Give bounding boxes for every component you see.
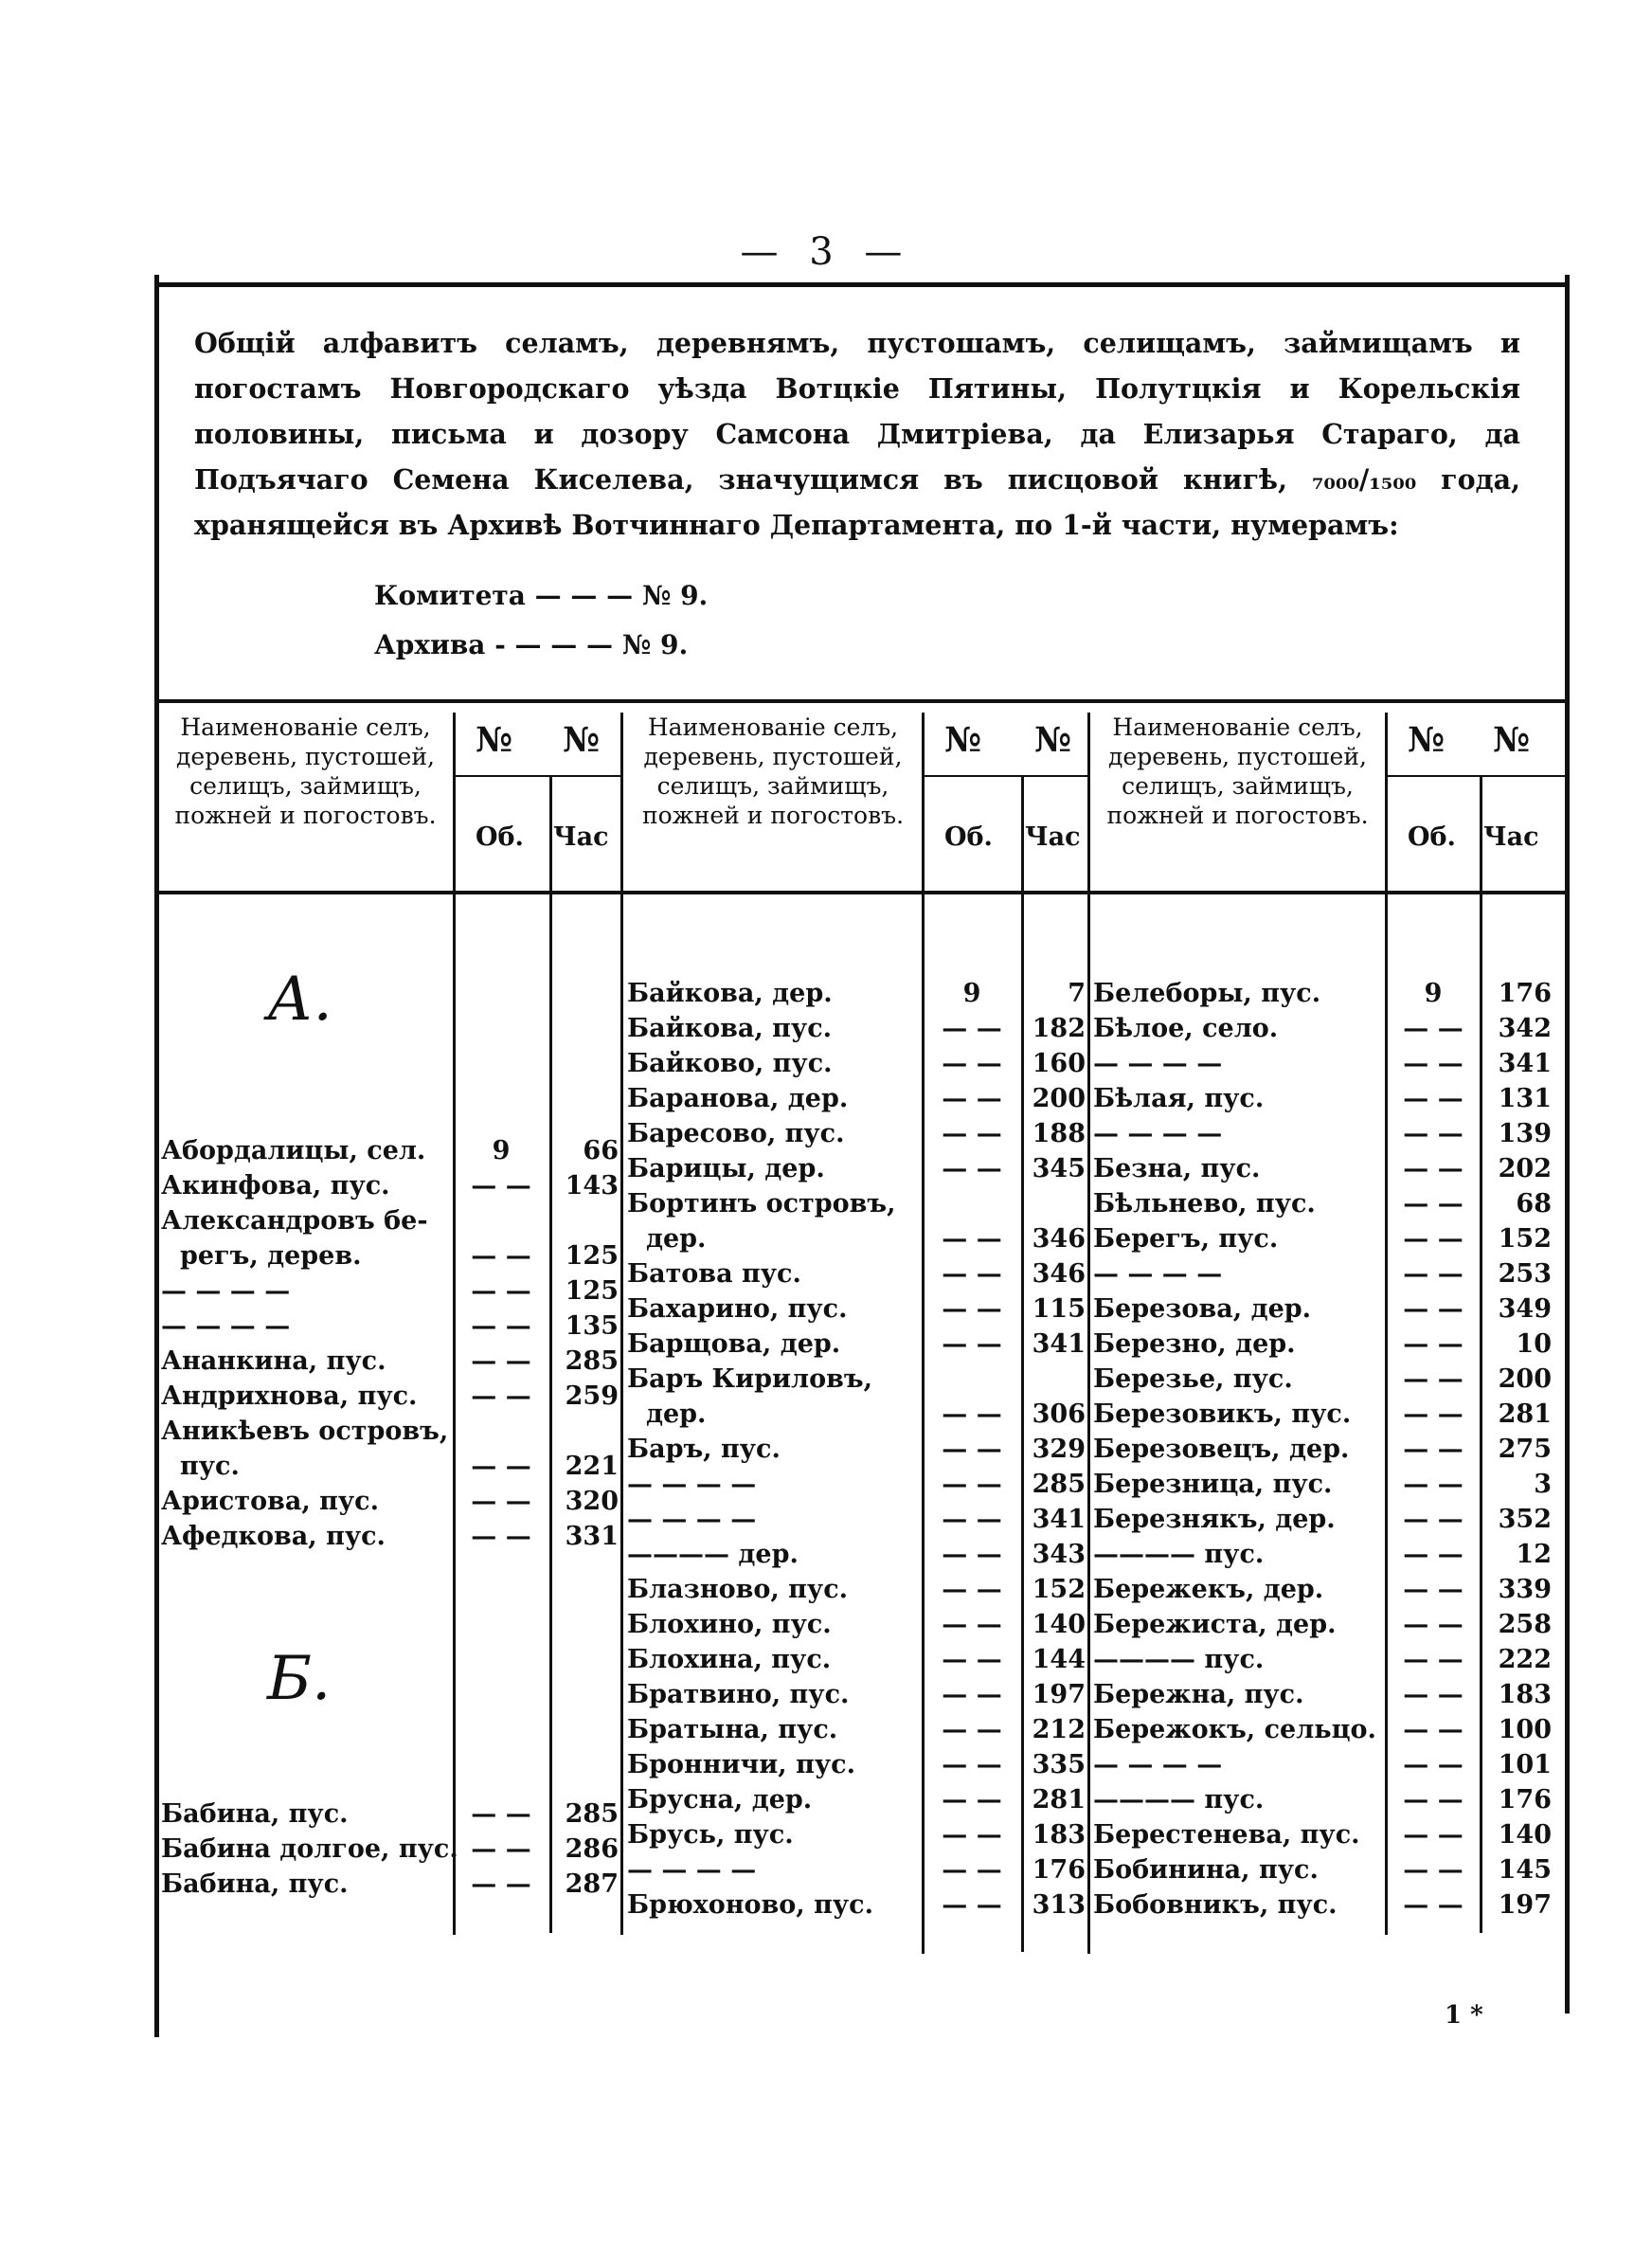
col3-row-num: 275: [1498, 1435, 1552, 1464]
col2-row-ob: — —: [942, 1575, 1002, 1604]
col3-row-num: 101: [1498, 1750, 1552, 1779]
col-divider-ob-2: [1021, 777, 1024, 1952]
col2-row-ob: — —: [942, 1470, 1002, 1499]
col2-row-num: 281: [1032, 1785, 1086, 1815]
col2-row-name: Баръ, пус.: [627, 1435, 781, 1464]
col3-row-name: Белеборы, пус.: [1093, 979, 1321, 1008]
col2-row-ob: — —: [942, 1435, 1002, 1464]
col3-row-num: 145: [1498, 1855, 1552, 1885]
col3-row-num: 152: [1498, 1224, 1552, 1254]
col2-row-name: Бортинъ островъ,: [627, 1189, 896, 1219]
col1b-row-ob: — —: [471, 1834, 531, 1864]
col3-row-name: Березье, пус.: [1093, 1364, 1293, 1394]
col3-row-name: Березнякъ, дер.: [1093, 1505, 1336, 1534]
col2-row-num: 335: [1032, 1750, 1086, 1779]
col1-row-ob: — —: [471, 1311, 531, 1341]
col3-row-num: 100: [1498, 1715, 1552, 1744]
col2-row-name: Батова пус.: [627, 1259, 801, 1289]
col3-row-num: 349: [1498, 1294, 1552, 1324]
header-chas-col1: Час: [553, 822, 609, 852]
col2-row-num: 182: [1032, 1014, 1086, 1043]
col3-row-name: Бобинина, пус.: [1093, 1855, 1319, 1885]
intro-paragraph: Общій алфавитъ селамъ, деревнямъ, пустошамъ, селищамъ, займищамъ и погостамъ Новгородскаго уѣзда Вотцкіе Пятины, Полутцкія и Корельскія половины, письма и дозору Самсона Дмитріева, да Елизарья Стараго, да Подъячаго Семена Киселева, значущимся въ писцовой книгѣ, ₇₀₀₀/₁₅₀₀ года, хранящейся въ Архивѣ Вотчиннаго Департамента, по 1-й части, нумерамъ:: [194, 327, 1520, 541]
col2-row-ob: — —: [942, 1820, 1002, 1850]
col2-row-num: 140: [1032, 1610, 1086, 1639]
col2-row-name: Бронничи, пус.: [627, 1750, 855, 1779]
col3-row-name: Бѣлое, село.: [1093, 1014, 1279, 1043]
col2-row-name: Барщова, дер.: [627, 1329, 841, 1359]
col1-row-name: Ананкина, пус.: [161, 1346, 386, 1376]
col1-row-ob: — —: [471, 1381, 531, 1411]
col2-row-name: Блохино, пус.: [627, 1610, 832, 1639]
letter-b: Б.: [267, 1644, 332, 1714]
col2-row-name: Братына, пус.: [627, 1715, 838, 1744]
col2-row-name: — — — —: [627, 1505, 757, 1534]
col2-row-name: Брюхоново, пус.: [627, 1890, 873, 1920]
col3-row-ob: — —: [1403, 1715, 1463, 1744]
header-name-col1: Наименованіе селъ, деревень, пустошей, селищъ, займищъ, пожней и погостовъ.: [174, 713, 437, 829]
col3-row-num: 352: [1498, 1505, 1552, 1534]
col1-row-name: пус.: [180, 1452, 240, 1481]
archive-ref: Архива - — — — № 9.: [374, 629, 689, 660]
col2-row-num: 313: [1032, 1890, 1086, 1920]
col1-row-ob: — —: [471, 1171, 531, 1201]
col2-row-name: ———— дер.: [627, 1540, 799, 1569]
col1-row-num: 135: [565, 1311, 619, 1341]
header-split-2: [922, 775, 1087, 777]
header-no-chas-col1: №: [563, 720, 601, 760]
col3-row-ob: — —: [1403, 1505, 1463, 1534]
col2-row-num: 341: [1032, 1505, 1086, 1534]
col2-row-name: дер.: [646, 1224, 707, 1254]
col3-row-ob: — —: [1403, 1399, 1463, 1429]
col2-row-num: 212: [1032, 1715, 1086, 1744]
col3-row-ob: — —: [1403, 1049, 1463, 1078]
col1b-row-name: Бабина, пус.: [161, 1869, 349, 1899]
col2-row-num: 144: [1032, 1645, 1086, 1674]
col2-row-ob: — —: [942, 1224, 1002, 1254]
col3-row-num: 12: [1516, 1540, 1552, 1569]
col3-row-name: Березно, дер.: [1093, 1329, 1296, 1359]
col3-row-name: Березовикъ, пус.: [1093, 1399, 1352, 1429]
col3-row-name: ———— пус.: [1093, 1645, 1265, 1674]
col2-row-ob: — —: [942, 1540, 1002, 1569]
col3-row-num: 176: [1498, 1785, 1552, 1815]
top-rule: [154, 282, 1570, 287]
col2-row-ob: — —: [942, 1084, 1002, 1113]
col2-row-ob: — —: [942, 1399, 1002, 1429]
col3-row-name: Берестенева, пус.: [1093, 1820, 1360, 1850]
col2-row-ob: — —: [942, 1259, 1002, 1289]
col1b-row-num: 287: [565, 1869, 619, 1899]
header-chas-col3: Час: [1483, 822, 1539, 852]
col1-row-name: Александровъ бе-: [161, 1206, 428, 1236]
col2-row-ob: — —: [942, 1680, 1002, 1709]
col2-row-ob: — —: [942, 1505, 1002, 1534]
col1-row-ob: — —: [471, 1276, 531, 1306]
col3-row-name: ———— пус.: [1093, 1540, 1265, 1569]
header-split-1: [453, 775, 620, 777]
col2-row-ob: — —: [942, 1785, 1002, 1815]
col1-row-ob: — —: [471, 1346, 531, 1376]
middle-rule: [154, 699, 1570, 703]
col2-row-num: 285: [1032, 1470, 1086, 1499]
col3-row-name: Березовецъ, дер.: [1093, 1435, 1350, 1464]
col1b-row-ob: — —: [471, 1799, 531, 1829]
col3-row-name: ———— пус.: [1093, 1785, 1265, 1815]
header-no-chas-col2: №: [1034, 720, 1072, 760]
col2-row-name: Блазново, пус.: [627, 1575, 849, 1604]
col1b-row-num: 286: [565, 1834, 619, 1864]
col2-row-name: Байково, пус.: [627, 1049, 833, 1078]
col3-row-name: — — — —: [1093, 1049, 1223, 1078]
col2-row-num: 115: [1032, 1294, 1086, 1324]
frame-right: [1565, 275, 1570, 2013]
col3-row-num: 3: [1534, 1470, 1552, 1499]
signature-mark: 1 *: [1445, 2001, 1483, 2030]
col2-row-name: Брусь, пус.: [627, 1820, 794, 1850]
col3-row-name: Бережна, пус.: [1093, 1680, 1304, 1709]
col2-row-name: Братвино, пус.: [627, 1680, 850, 1709]
col2-row-name: Байкова, дер.: [627, 979, 833, 1008]
col2-row-ob: — —: [942, 1750, 1002, 1779]
col1-row-num: 285: [565, 1346, 619, 1376]
col3-row-num: 258: [1498, 1610, 1552, 1639]
col3-row-ob: — —: [1403, 1364, 1463, 1394]
col2-row-num: 341: [1032, 1329, 1086, 1359]
col3-row-num: 131: [1498, 1084, 1552, 1113]
col-divider-ob-1: [549, 777, 552, 1933]
header-bottom-rule: [154, 891, 1570, 894]
col-divider-end-1: [620, 713, 623, 1935]
col1-row-ob: — —: [471, 1241, 531, 1271]
col3-row-ob: — —: [1403, 1224, 1463, 1254]
col3-row-num: 139: [1498, 1119, 1552, 1148]
col1-row-ob: — —: [471, 1522, 531, 1551]
col1-row-num: 125: [565, 1241, 619, 1271]
header-ob-col1: Об.: [476, 822, 524, 852]
col2-row-ob: — —: [942, 1715, 1002, 1744]
col1b-row-num: 285: [565, 1799, 619, 1829]
col3-row-name: Бѣльнево, пус.: [1093, 1189, 1316, 1219]
col2-row-num: 200: [1032, 1084, 1086, 1113]
col3-row-ob: — —: [1403, 1855, 1463, 1885]
col2-row-num: 346: [1032, 1259, 1086, 1289]
col2-row-name: Баранова, дер.: [627, 1084, 849, 1113]
col3-row-ob: — —: [1403, 1329, 1463, 1359]
col1-row-num: 66: [583, 1136, 619, 1165]
col1-row-ob: — —: [471, 1452, 531, 1481]
col2-row-num: 306: [1032, 1399, 1086, 1429]
col2-row-num: 197: [1032, 1680, 1086, 1709]
col2-row-num: 7: [1068, 979, 1086, 1008]
col2-row-name: Байкова, пус.: [627, 1014, 833, 1043]
col2-row-ob: — —: [942, 1329, 1002, 1359]
col2-row-name: Блохина, пус.: [627, 1645, 832, 1674]
col2-row-ob: — —: [942, 1855, 1002, 1885]
col3-row-num: 281: [1498, 1399, 1552, 1429]
col3-row-num: 202: [1498, 1154, 1552, 1183]
col3-row-ob: — —: [1403, 1820, 1463, 1850]
col1-row-name: Акинфова, пус.: [161, 1171, 390, 1201]
col1-row-ob: 9: [492, 1136, 511, 1165]
col3-row-name: Бережекъ, дер.: [1093, 1575, 1324, 1604]
col3-row-ob: — —: [1403, 1294, 1463, 1324]
col1-row-num: 125: [565, 1276, 619, 1306]
col3-row-num: 140: [1498, 1820, 1552, 1850]
col2-row-name: Баръ Кириловъ,: [627, 1364, 872, 1394]
col3-row-ob: — —: [1403, 1014, 1463, 1043]
col1-row-name: Абордалицы, сел.: [161, 1136, 426, 1165]
col3-row-num: 253: [1498, 1259, 1552, 1289]
col2-row-name: Брусна, дер.: [627, 1785, 813, 1815]
col3-row-ob: — —: [1403, 1750, 1463, 1779]
col3-row-num: 68: [1516, 1189, 1552, 1219]
col3-row-name: Бобовникъ, пус.: [1093, 1890, 1338, 1920]
col2-row-name: Баресово, пус.: [627, 1119, 845, 1148]
col1-row-num: 320: [565, 1487, 619, 1516]
col1-row-num: 143: [565, 1171, 619, 1201]
col3-row-ob: — —: [1403, 1575, 1463, 1604]
col3-row-name: — — — —: [1093, 1119, 1223, 1148]
col3-row-num: 222: [1498, 1645, 1552, 1674]
col-divider-ob-3: [1480, 777, 1482, 1933]
col2-row-name: — — — —: [627, 1855, 757, 1885]
col2-row-ob: — —: [942, 1610, 1002, 1639]
col2-row-ob: — —: [942, 1294, 1002, 1324]
col2-row-num: 346: [1032, 1224, 1086, 1254]
col1-row-name: — — — —: [161, 1276, 291, 1306]
header-split-3: [1385, 775, 1565, 777]
letter-a: А.: [267, 965, 332, 1035]
header-no-chas-col3: №: [1493, 720, 1531, 760]
col3-row-ob: — —: [1403, 1189, 1463, 1219]
col1-row-num: 221: [565, 1452, 619, 1481]
col2-row-num: 345: [1032, 1154, 1086, 1183]
col3-row-num: 183: [1498, 1680, 1552, 1709]
frame-left: [154, 275, 159, 2037]
col2-row-num: 329: [1032, 1435, 1086, 1464]
col3-row-ob: — —: [1403, 1890, 1463, 1920]
col2-row-num: 188: [1032, 1119, 1086, 1148]
header-no-ob-col2: №: [944, 720, 982, 760]
col1-row-name: Аникѣевъ островъ,: [161, 1417, 449, 1446]
col2-row-ob: — —: [942, 1119, 1002, 1148]
col3-row-name: Берегъ, пус.: [1093, 1224, 1279, 1254]
col1-row-name: Андрихнова, пус.: [161, 1381, 418, 1411]
col3-row-name: Березова, дер.: [1093, 1294, 1312, 1324]
col3-row-ob: — —: [1403, 1645, 1463, 1674]
header-no-ob-col1: №: [476, 720, 513, 760]
col2-row-ob: — —: [942, 1890, 1002, 1920]
col3-row-ob: — —: [1403, 1154, 1463, 1183]
col3-row-num: 341: [1498, 1049, 1552, 1078]
col2-row-num: 152: [1032, 1575, 1086, 1604]
header-ob-col2: Об.: [944, 822, 993, 852]
col1-row-name: — — — —: [161, 1311, 291, 1341]
col3-row-ob: — —: [1403, 1084, 1463, 1113]
col2-row-ob: — —: [942, 1645, 1002, 1674]
col1b-row-name: Бабина долгое, пус.: [161, 1834, 458, 1864]
col3-row-ob: — —: [1403, 1259, 1463, 1289]
col3-row-num: 339: [1498, 1575, 1552, 1604]
header-ob-col3: Об.: [1408, 822, 1456, 852]
col1-row-name: Афедкова, пус.: [161, 1522, 386, 1551]
col3-row-ob: 9: [1424, 979, 1443, 1008]
col3-row-name: — — — —: [1093, 1750, 1223, 1779]
col2-row-name: Барицы, дер.: [627, 1154, 825, 1183]
col2-row-ob: 9: [962, 979, 981, 1008]
col2-row-num: 183: [1032, 1820, 1086, 1850]
col1b-row-ob: — —: [471, 1869, 531, 1899]
col2-row-ob: — —: [942, 1014, 1002, 1043]
col3-row-name: — — — —: [1093, 1259, 1223, 1289]
col-divider-end-2: [1087, 713, 1090, 1954]
col3-row-name: Безна, пус.: [1093, 1154, 1261, 1183]
header-no-ob-col3: №: [1408, 720, 1446, 760]
col2-row-name: дер.: [646, 1399, 707, 1429]
col3-row-name: Бѣлая, пус.: [1093, 1084, 1265, 1113]
col2-row-ob: — —: [942, 1049, 1002, 1078]
col1-row-num: 331: [565, 1522, 619, 1551]
col1b-row-name: Бабина, пус.: [161, 1799, 349, 1829]
col3-row-num: 342: [1498, 1014, 1552, 1043]
col3-row-num: 176: [1498, 979, 1552, 1008]
col3-row-name: Бережокъ, сельцо.: [1093, 1715, 1376, 1744]
col3-row-name: Березница, пус.: [1093, 1470, 1333, 1499]
col3-row-ob: — —: [1403, 1470, 1463, 1499]
col3-row-num: 200: [1498, 1364, 1552, 1394]
header-chas-col2: Час: [1025, 822, 1081, 852]
committee-ref: Комитета — — — № 9.: [374, 580, 709, 611]
col2-row-num: 160: [1032, 1049, 1086, 1078]
col2-row-num: 343: [1032, 1540, 1086, 1569]
page-number: — 3 —: [740, 230, 912, 274]
col2-row-ob: — —: [942, 1154, 1002, 1183]
col3-row-ob: — —: [1403, 1435, 1463, 1464]
col3-row-num: 197: [1498, 1890, 1552, 1920]
col3-row-ob: — —: [1403, 1610, 1463, 1639]
header-name-col3: Наименованіе селъ, деревень, пустошей, селищъ, займищъ, пожней и погостовъ.: [1106, 713, 1369, 829]
col3-row-ob: — —: [1403, 1785, 1463, 1815]
col3-row-ob: — —: [1403, 1119, 1463, 1148]
col3-row-ob: — —: [1403, 1540, 1463, 1569]
col3-row-name: Бережиста, дер.: [1093, 1610, 1337, 1639]
col2-row-name: Бахарино, пус.: [627, 1294, 848, 1324]
col2-row-name: — — — —: [627, 1470, 757, 1499]
col1-row-num: 259: [565, 1381, 619, 1411]
header-name-col2: Наименованіе селъ, деревень, пустошей, селищъ, займищъ, пожней и погостовъ.: [641, 713, 905, 829]
col1-row-name: регъ, дерев.: [180, 1241, 362, 1271]
col1-row-name: Аристова, пус.: [161, 1487, 380, 1516]
col2-row-num: 176: [1032, 1855, 1086, 1885]
col1-row-ob: — —: [471, 1487, 531, 1516]
col3-row-ob: — —: [1403, 1680, 1463, 1709]
col3-row-num: 10: [1516, 1329, 1552, 1359]
